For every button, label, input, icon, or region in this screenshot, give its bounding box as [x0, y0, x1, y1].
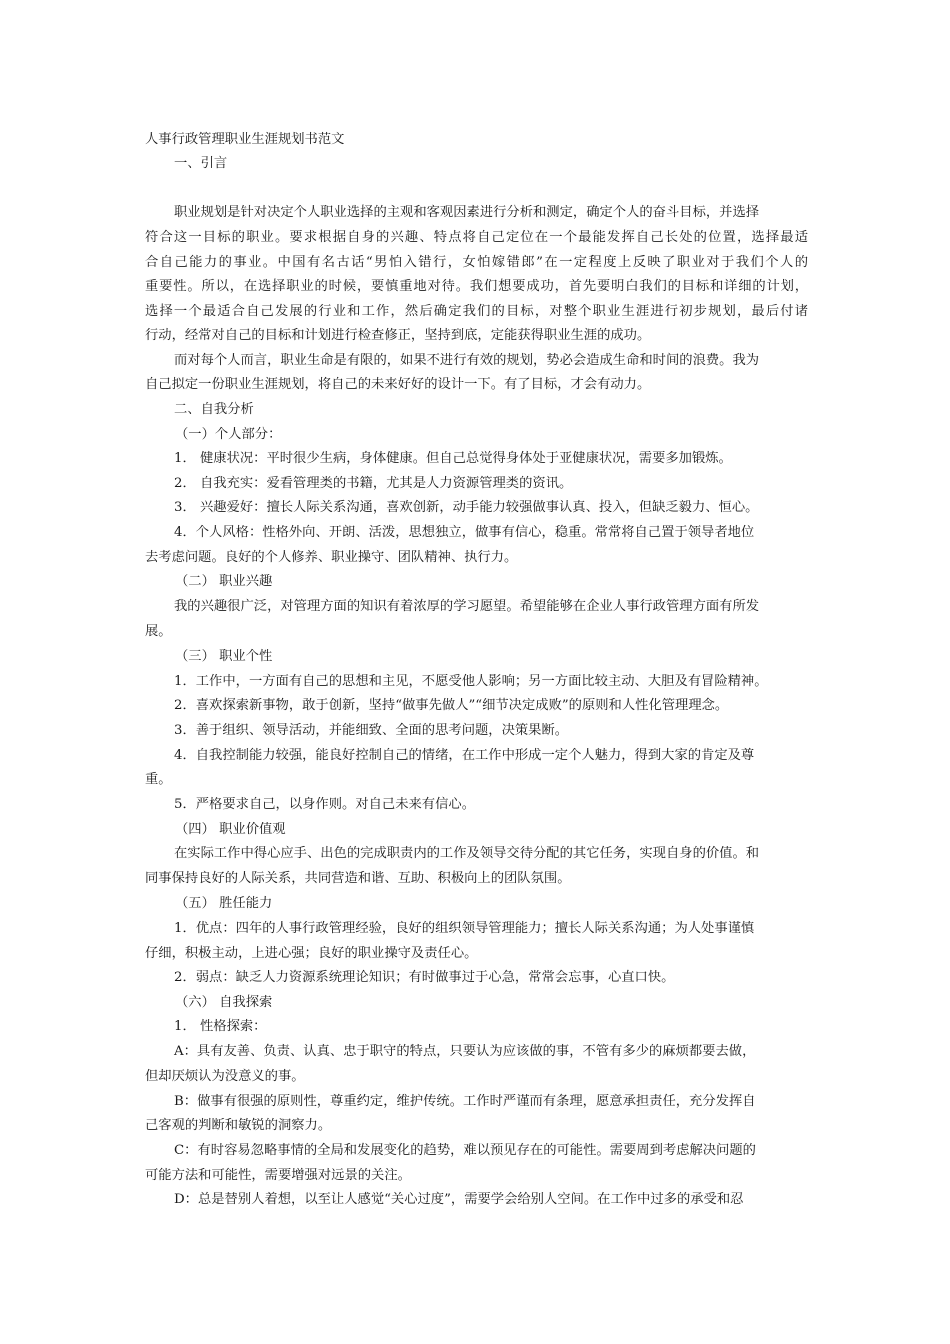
paragraph-line: 行动，经常对自己的目标和计划进行检查修正，坚持到底，定能获得职业生涯的成功。: [145, 328, 651, 343]
section-heading: 一、引言: [174, 156, 228, 171]
document-title: 人事行政管理职业生涯规划书范文: [145, 132, 345, 147]
list-item: 可能方法和可能性，需要增强对远景的关注。: [145, 1168, 411, 1183]
paragraph-line: 同事保持良好的人际关系，共同营造和谐、互助、积极向上的团队氛围。: [145, 871, 571, 886]
paragraph-line: 展。: [145, 624, 172, 639]
list-item: 去考虑问题。良好的个人修养、职业操守、团队精神、执行力。: [145, 550, 518, 565]
list-item: 4．自我控制能力较强，能良好控制自己的情绪，在工作中形成一定个人魅力，得到大家的肯定及尊: [174, 748, 755, 763]
list-item: 重。: [145, 772, 172, 787]
paragraph-line: 重要性。所以，在选择职业的时候，要慎重地对待。我们想要成功，首先要明白我们的目标和详细的计划，: [145, 279, 808, 294]
list-item: 1． 性格探索：: [174, 1019, 267, 1034]
list-item: 仔细，积极主动，上进心强；良好的职业操守及责任心。: [145, 946, 478, 961]
paragraph-line: 选择一个最适合自己发展的行业和工作，然后确定我们的目标，对整个职业生涯进行初步规划，最后付诸: [145, 304, 808, 319]
list-item: A：具有友善、负责、认真、忠于职守的特点，只要认为应该做的事，不管有多少的麻烦都要去做，: [174, 1044, 756, 1059]
list-item: 4．个人风格：性格外向、开朗、活泼，思想独立，做事有信心，稳重。常常将自己置于领导者地位: [174, 525, 755, 540]
section-heading: 二、自我分析: [174, 402, 254, 417]
list-item: 2．弱点：缺乏人力资源系统理论知识；有时做事过于心急，常常会忘事，心直口快。: [174, 970, 675, 985]
list-item: 但却厌烦认为没意义的事。: [145, 1069, 305, 1084]
list-item: 1．优点：四年的人事行政管理经验，良好的组织领导管理能力；擅长人际关系沟通；为人处事谨慎: [174, 921, 755, 936]
subsection-heading: （五） 胜任能力: [175, 896, 273, 911]
paragraph-line: 符合这一目标的职业。要求根据自身的兴趣、特点将自己定位在一个最能发挥自己长处的位置，选择最适: [145, 230, 808, 245]
list-item: 1．工作中，一方面有自己的思想和主见，不愿受他人影响；另一方面比较主动、大胆及有冒险精神。: [174, 674, 768, 689]
subsection-heading: （四） 职业价值观: [175, 822, 286, 837]
list-item: 1． 健康状况：平时很少生病，身体健康。但自己总觉得身体处于亚健康状况，需要多加锻炼。: [174, 451, 732, 466]
list-item: 2． 自我充实：爱看管理类的书籍，尤其是人力资源管理类的资讯。: [174, 476, 573, 491]
paragraph-line: 在实际工作中得心应手、出色的完成职责内的工作及领导交待分配的其它任务，实现自身的价值。和: [174, 846, 760, 861]
list-item: 5．严格要求自己，以身作则。对自己未来有信心。: [174, 797, 475, 812]
paragraph-line: 职业规划是针对决定个人职业选择的主观和客观因素进行分析和测定，确定个人的奋斗目标，并选择: [174, 205, 760, 220]
paragraph-line: 合自己能力的事业。中国有名古话“男怕入错行，女怕嫁错郎”在一定程度上反映了职业对于我们个人的: [145, 255, 808, 270]
subsection-heading: （一）个人部分：: [175, 427, 282, 442]
subsection-heading: （三） 职业个性: [175, 649, 273, 664]
list-item: 3． 兴趣爱好：擅长人际关系沟通，喜欢创新，动手能力较强做事认真、投入，但缺乏毅力、恒心。: [174, 500, 759, 515]
list-item: B：做事有很强的原则性，尊重约定，维护传统。工作时严谨而有条理，愿意承担责任，充分发挥自: [174, 1094, 756, 1109]
paragraph-line: 我的兴趣很广泛，对管理方面的知识有着浓厚的学习愿望。希望能够在企业人事行政管理方面有所发: [174, 599, 760, 614]
list-item: 己客观的判断和敏锐的洞察力。: [145, 1118, 332, 1133]
list-item: 2．喜欢探索新事物，敢于创新，坚持“做事先做人”“细节决定成败”的原则和人性化管理理念。: [174, 698, 729, 713]
list-item: C：有时容易忽略事情的全局和发展变化的趋势，难以预见存在的可能性。需要周到考虑解决问题的: [174, 1143, 756, 1158]
list-item: D：总是替别人着想，以至让人感觉“关心过度”，需要学会给别人空间。在工作中过多的承受和忍: [174, 1192, 744, 1207]
paragraph-line: 自己拟定一份职业生涯规划，将自己的未来好好的设计一下。有了目标，才会有动力。: [145, 377, 651, 392]
paragraph-line: 而对每个人而言，职业生命是有限的，如果不进行有效的规划，势必会造成生命和时间的浪费。我为: [174, 353, 760, 368]
subsection-heading: （二） 职业兴趣: [175, 574, 273, 589]
subsection-heading: （六） 自我探索: [175, 995, 273, 1010]
list-item: 3．善于组织、领导活动，并能细致、全面的思考问题，决策果断。: [174, 723, 569, 738]
